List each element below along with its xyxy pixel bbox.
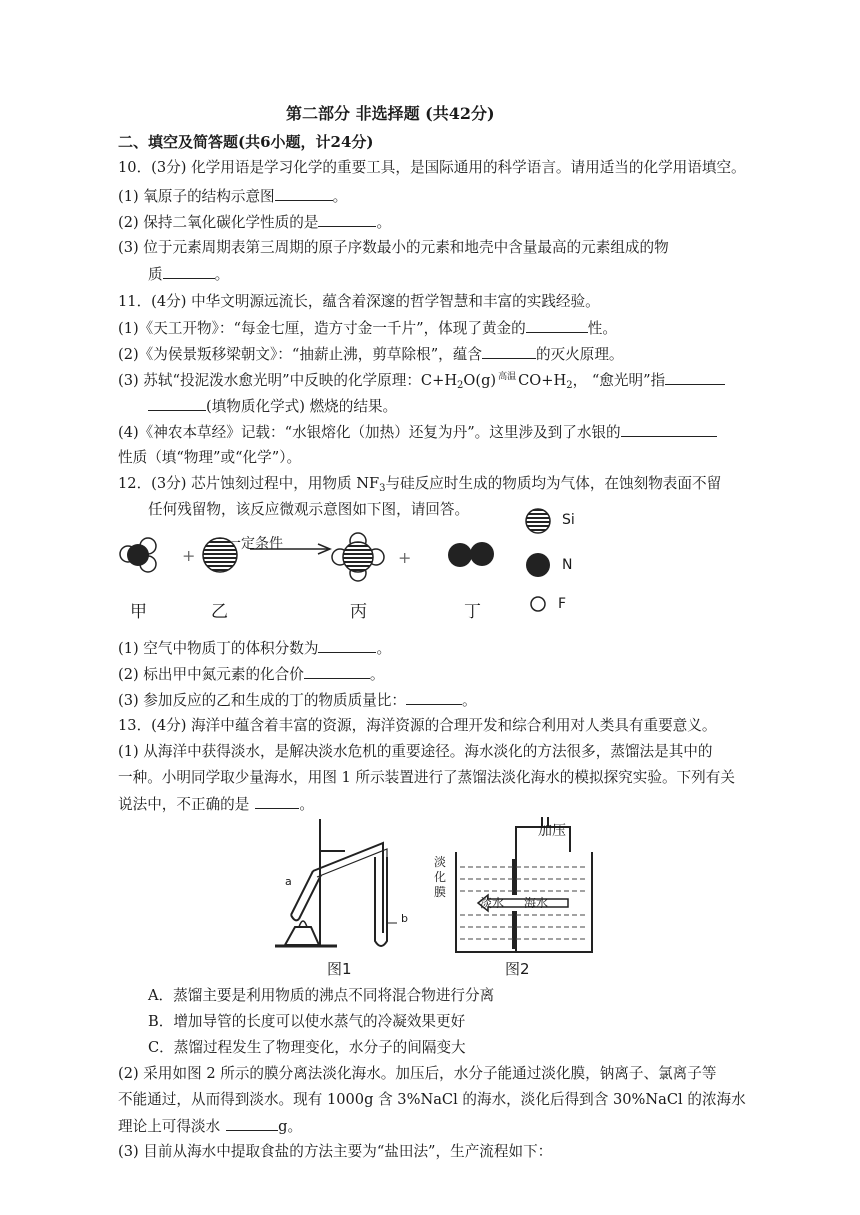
q12-stem-line2: 任何残留物，该反应微观示意图如下图，请回答。 [148, 501, 470, 518]
q12-part3-text: (3) 参加反应的乙和生成的丁的物质质量比： [118, 692, 407, 709]
label-jia: 甲 [130, 602, 147, 622]
q11-part1-tail: 性。 [587, 320, 617, 337]
legend-n-icon [526, 553, 550, 577]
q11-part3-text: (3) 苏轼“投泥泼水愈光明”中反映的化学原理：C+H [118, 372, 458, 389]
q11-part3-tail: ， “愈光明”指 [572, 372, 666, 389]
mark-b: b [401, 912, 408, 925]
label-yi: 乙 [211, 602, 228, 622]
option-b: B．增加导管的长度可以使水蒸气的冷凝效果更好 [148, 1013, 466, 1030]
period: 。 [462, 692, 477, 709]
page-title: 第二部分 非选择题 (共42分) [286, 104, 495, 123]
q11-part2-text: (2)《为侯景叛移梁朝文》：“抽薪止沸，剪草除根”，蕴含 [118, 346, 482, 363]
q11-part2 [118, 344, 624, 365]
n-atom [127, 544, 149, 566]
q11-part3-line2 [148, 396, 397, 417]
q11-part1 [118, 318, 617, 339]
test-tube-a [291, 871, 313, 915]
mark-a: a [285, 875, 292, 888]
q11-part4 [118, 422, 717, 443]
answer-blank[interactable] [304, 664, 370, 679]
q11-part1-text: (1)《天工开物》：“每金七厘，造方寸金一千片”，体现了黄金的 [118, 320, 526, 337]
legend-n-label: N [562, 557, 573, 573]
fig2-caption: 图2 [505, 960, 530, 978]
subscript: 2 [566, 380, 573, 391]
option-a: A．蒸馏主要是利用物质的沸点不同将混合物进行分离 [148, 987, 495, 1004]
q10-part2-text: (2) 保持二氧化碳化学性质的是 [118, 214, 319, 231]
plus-sign: + [182, 546, 196, 565]
q12-part1 [118, 638, 391, 659]
answer-blank[interactable] [482, 344, 536, 359]
q10-part1-text: (1) 氧原子的结构示意图 [118, 188, 275, 205]
q13-part1-line1: (1) 从海洋中获得淡水，是解决淡水危机的重要途径。海水淡化的方法很多，蒸馏法是其中的 [118, 743, 713, 760]
section-heading: 二、填空及简答题(共6小题，计24分) [118, 133, 374, 151]
q12-part1-text: (1) 空气中物质丁的体积分数为 [118, 640, 319, 657]
q13-part3: (3) 目前从海水中提取食盐的方法主要为“盐田法”，生产流程如下： [118, 1143, 553, 1160]
label-bing: 丙 [350, 602, 367, 622]
delivery-tube [317, 849, 387, 933]
label-ding: 丁 [464, 602, 481, 622]
q11-part3-product: CO+H [518, 372, 567, 389]
molecule-jia [120, 538, 156, 572]
fig2-fresh-label: 淡水 [480, 896, 505, 910]
q10-part2: (2) 保持二氧化碳化学性质的是 。 [118, 214, 392, 231]
legend-si-label: Si [562, 512, 575, 528]
fig1-caption: 图1 [327, 960, 352, 978]
n-atom [448, 543, 472, 567]
q13-part2-text: 理论上可得淡水 [118, 1118, 221, 1135]
plus-sign: + [398, 548, 412, 567]
legend-f-icon [531, 597, 545, 611]
answer-blank[interactable] [148, 396, 206, 411]
option-c: C．蒸馏过程发生了物理变化，水分子的间隔变大 [148, 1039, 466, 1056]
period: 。 [299, 796, 314, 813]
alcohol-lamp [285, 927, 319, 945]
q10-part3-text: 质 [148, 266, 163, 283]
period: 。 [369, 666, 385, 683]
subscript: 3 [379, 483, 386, 494]
q13-part1-text: 说法中，不正确的是 [118, 796, 250, 813]
unit: g。 [278, 1118, 303, 1135]
answer-blank[interactable] [318, 212, 376, 227]
q12-part2 [118, 664, 384, 685]
q13-part2-line2: 不能通过，从而得到淡水。现有 1000g 含 3%NaCl 的海水，淡化后得到含 30%NaCl 的浓海水 [118, 1091, 746, 1108]
q10-part3-line1: (3) 位于元素周期表第三周期的原子序数最小的元素和地壳中含量最高的元素组成的物 [118, 239, 669, 256]
test-tube-a [299, 875, 321, 919]
answer-blank[interactable] [526, 318, 588, 333]
molecule-bing [332, 533, 384, 581]
fig2-membrane-desalination [448, 815, 598, 960]
delivery-tube [313, 843, 383, 933]
answer-blank[interactable] [665, 370, 725, 385]
legend-f-label: F [558, 596, 567, 612]
period: 。 [376, 640, 392, 657]
answer-blank[interactable] [226, 1116, 278, 1131]
q12-stem-text: 12．(3分) 芯片蚀刻过程中，用物质 NF [118, 475, 380, 492]
arrow-condition: 一定条件 [227, 536, 283, 552]
q13-part2-line1: (2) 采用如图 2 所示的膜分离法淡化海水。加压后，水分子能通过淡化膜，钠离子、氯离子等 [118, 1065, 717, 1082]
q10-stem: 10．(3分) 化学用语是学习化学的重要工具，是国际通用的科学语言。请用适当的化学用语填空。 [118, 159, 746, 176]
q12-stem [118, 474, 721, 499]
q11-part3-formula: O(g) [463, 372, 497, 389]
q11-part3 [118, 370, 725, 396]
reaction-condition: 高温 [498, 372, 517, 382]
q10-part1: (1) 氧原子的结构示意图 。 [118, 188, 348, 205]
q11-part3-note: (填物质化学式) 燃烧的结果。 [206, 398, 398, 415]
q11-stem: 11．(4分) 中华文明源远流长，蕴含着深邃的哲学智慧和丰富的实践经验。 [118, 293, 600, 310]
q11-part4-text: (4)《神农本草经》记载：“水银熔化（加热）还复为丹”。这里涉及到了水银的 [118, 424, 621, 441]
q11-part2-tail: 的灭火原理。 [535, 346, 624, 363]
q13-stem: 13．(4分) 海洋中蕴含着丰富的资源，海洋资源的合理开发和综合利用对人类具有重要意义。 [118, 717, 717, 734]
fig2-sea-label: 海水 [524, 896, 549, 910]
answer-blank[interactable] [406, 690, 462, 705]
pressure-chamber [516, 827, 570, 952]
n-atom [470, 542, 494, 566]
tube-bottom [291, 915, 299, 920]
answer-blank[interactable] [163, 264, 215, 279]
fig2-pressure-label: 加压 [538, 823, 566, 839]
fig2-membrane-label: 淡化膜 [434, 855, 447, 899]
q12-stem-text2: 与硅反应时生成的物质均为气体，在蚀刻物表面不留 [385, 475, 722, 492]
q12-part2-text: (2) 标出甲中氮元素的化合价 [118, 666, 304, 683]
si-atom [343, 542, 373, 572]
q12-part3 [118, 690, 477, 711]
answer-blank[interactable] [275, 186, 333, 201]
q13-part1-line2: 一种。小明同学取少量海水，用图 1 所示装置进行了蒸馏法淡化海水的模拟探究实验。下列有关 [118, 769, 735, 786]
subscript: 2 [457, 380, 464, 391]
answer-blank[interactable] [621, 422, 717, 437]
answer-blank[interactable] [318, 638, 376, 653]
q10-part3-line2: 质 。 [148, 266, 230, 283]
legend-si-icon [526, 509, 550, 533]
q13-part1-line3 [118, 794, 314, 815]
q13-part2-line3 [118, 1116, 302, 1137]
collecting-tube-b [375, 857, 387, 946]
q11-part4-line2: 性质（填“物理”或“化学”）。 [118, 449, 302, 466]
answer-blank[interactable] [255, 794, 299, 809]
